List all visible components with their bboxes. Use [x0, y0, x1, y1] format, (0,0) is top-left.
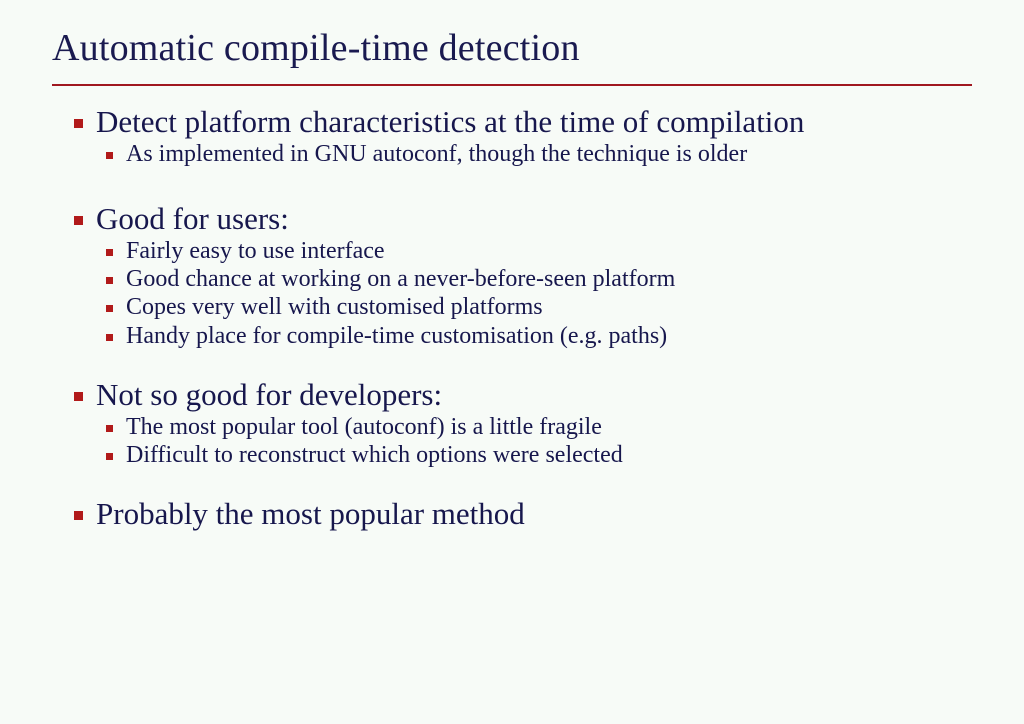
bullet-item-level1	[52, 202, 992, 237]
bullet-item-level2	[52, 322, 992, 350]
page-title: Automatic compile-time detection	[52, 27, 580, 69]
bullet-text: The most popular tool (autoconf) is a little fragile	[126, 413, 602, 440]
bullet-item-level2	[52, 293, 992, 321]
square-bullet-icon	[106, 453, 113, 460]
content-block	[52, 497, 992, 532]
bullet-text: Probably the most popular method	[96, 496, 525, 532]
bullet-text: Handy place for compile-time customisation (e.g. paths)	[126, 322, 668, 349]
square-bullet-icon	[106, 152, 113, 159]
bullet-item-level2	[52, 140, 992, 168]
square-bullet-icon	[106, 277, 113, 284]
bullet-item-level2	[52, 265, 992, 293]
content-block	[52, 105, 992, 168]
bullet-text: Fairly easy to use interface	[126, 237, 385, 264]
bullet-text: Good for users:	[96, 201, 289, 237]
sub-bullet-list	[52, 237, 992, 350]
square-bullet-icon	[74, 511, 83, 520]
bullet-item-level1	[52, 378, 992, 413]
square-bullet-icon	[106, 425, 113, 432]
square-bullet-icon	[106, 249, 113, 256]
content-block	[52, 378, 992, 469]
bullet-text: Difficult to reconstruct which options were selected	[126, 442, 623, 469]
spacer	[52, 168, 992, 202]
bullet-text: Not so good for developers:	[96, 377, 443, 412]
bullet-item-level1	[52, 497, 992, 532]
square-bullet-icon	[74, 119, 83, 128]
square-bullet-icon	[74, 392, 83, 401]
bullet-item-level2	[52, 237, 992, 265]
spacer	[52, 350, 992, 378]
bullet-text: As implemented in GNU autoconf, though the technique is older	[126, 140, 748, 167]
square-bullet-icon	[106, 334, 113, 341]
bullet-text: Detect platform characteristics at the time of compilation	[96, 104, 805, 139]
spacer	[52, 469, 992, 497]
bullet-item-level1	[52, 105, 992, 140]
content-block	[52, 202, 992, 350]
bullet-text: Copes very well with customised platforms	[126, 294, 543, 321]
square-bullet-icon	[74, 216, 83, 225]
sub-bullet-list	[52, 140, 992, 168]
sub-bullet-list	[52, 413, 992, 470]
slide-content	[52, 105, 992, 532]
title-divider	[52, 84, 972, 86]
bullet-item-level2	[52, 441, 992, 469]
bullet-item-level2	[52, 413, 992, 441]
bullet-text: Good chance at working on a never-before-seen platform	[126, 266, 676, 293]
square-bullet-icon	[106, 305, 113, 312]
